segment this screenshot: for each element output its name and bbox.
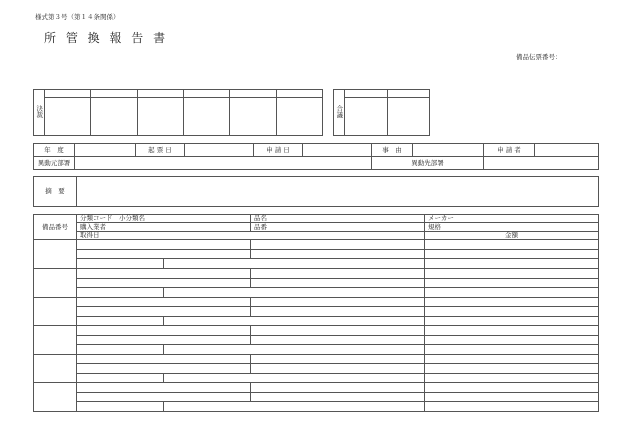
- amount-cell[interactable]: [425, 373, 599, 383]
- item-record-row: [34, 373, 599, 383]
- spec-cell[interactable]: [425, 364, 599, 374]
- spec-cell[interactable]: [425, 278, 599, 288]
- name-cell[interactable]: [251, 326, 425, 336]
- acquisition-date-cell[interactable]: [77, 259, 164, 269]
- stamp-header-cell: [230, 90, 276, 98]
- maker-cell[interactable]: [425, 240, 599, 250]
- spec-cell[interactable]: [425, 249, 599, 259]
- vendor-cell[interactable]: [77, 249, 251, 259]
- decision-label: 決裁: [35, 105, 44, 119]
- stamp-header-cell: [345, 90, 388, 98]
- item-record-row: [34, 383, 599, 393]
- consult-label-cell: [334, 90, 345, 136]
- part-number-cell[interactable]: [251, 335, 425, 345]
- stamp-header-cell: [91, 90, 137, 98]
- category-cell[interactable]: [77, 240, 251, 250]
- acquisition-date-cell[interactable]: [77, 288, 164, 298]
- amount-cell[interactable]: [425, 402, 599, 412]
- name-cell[interactable]: [251, 354, 425, 364]
- apply-date-label: 申 請 日: [254, 144, 303, 157]
- maker-header: メーカー: [425, 215, 599, 223]
- maker-cell[interactable]: [425, 354, 599, 364]
- blank-cell[interactable]: [164, 402, 425, 412]
- item-number-header: 備品番号: [34, 215, 77, 240]
- part-number-cell[interactable]: [251, 392, 425, 402]
- draft-date-field[interactable]: [185, 144, 254, 157]
- item-record-row: [34, 297, 599, 307]
- part-number-header: 品番: [251, 223, 425, 231]
- category-cell[interactable]: [77, 383, 251, 393]
- item-record-row: [34, 307, 599, 317]
- part-number-cell[interactable]: [251, 307, 425, 317]
- maker-cell[interactable]: [425, 297, 599, 307]
- slip-number-label: 備品伝票番号：: [516, 53, 562, 61]
- vendor-cell[interactable]: [77, 307, 251, 317]
- item-record-row: [34, 240, 599, 250]
- to-dept-field[interactable]: [484, 157, 599, 170]
- amount-cell[interactable]: [425, 345, 599, 355]
- applicant-label: 申 請 者: [484, 144, 535, 157]
- item-record-row: [34, 402, 599, 412]
- blank-cell[interactable]: [164, 259, 425, 269]
- stamp-cell[interactable]: [91, 98, 137, 136]
- name-cell[interactable]: [251, 240, 425, 250]
- amount-cell[interactable]: [425, 316, 599, 326]
- spec-cell[interactable]: [425, 392, 599, 402]
- item-number-cell[interactable]: [34, 326, 77, 355]
- name-cell[interactable]: [251, 269, 425, 279]
- item-number-cell[interactable]: [34, 240, 77, 269]
- vendor-cell[interactable]: [77, 335, 251, 345]
- item-record-row: [34, 392, 599, 402]
- part-number-cell[interactable]: [251, 278, 425, 288]
- stamp-cell[interactable]: [183, 98, 229, 136]
- consult-label: 合議: [335, 105, 344, 119]
- item-number-cell[interactable]: [34, 383, 77, 412]
- part-number-cell[interactable]: [251, 249, 425, 259]
- item-number-cell[interactable]: [34, 297, 77, 326]
- acquisition-date-header: 取得日: [77, 231, 425, 239]
- summary-table: [33, 176, 599, 207]
- summary-field[interactable]: [77, 177, 599, 207]
- category-cell[interactable]: [77, 326, 251, 336]
- form-number: 様式第３号（第１４条関係）: [35, 13, 120, 21]
- category-cell[interactable]: [77, 354, 251, 364]
- spec-header: 規格: [425, 223, 599, 231]
- year-label: 年 度: [34, 144, 75, 157]
- year-field[interactable]: [75, 144, 136, 157]
- stamp-cell[interactable]: [345, 98, 388, 136]
- amount-cell[interactable]: [425, 259, 599, 269]
- stamp-cell[interactable]: [387, 98, 430, 136]
- vendor-header: 購入業者: [77, 223, 251, 231]
- item-number-cell[interactable]: [34, 354, 77, 383]
- name-header: 品名: [251, 215, 425, 223]
- item-record-row: [34, 316, 599, 326]
- vendor-cell[interactable]: [77, 278, 251, 288]
- stamp-header-cell: [137, 90, 183, 98]
- from-dept-label: 異動元部署: [34, 157, 75, 170]
- applicant-field[interactable]: [535, 144, 599, 157]
- decision-label-cell: [34, 90, 45, 136]
- apply-date-field[interactable]: [303, 144, 372, 157]
- category-header: 分類コード 小分類名: [77, 215, 251, 223]
- amount-cell[interactable]: [425, 288, 599, 298]
- stamp-cell[interactable]: [230, 98, 276, 136]
- summary-label: 摘 要: [34, 177, 77, 207]
- acquisition-date-cell[interactable]: [77, 373, 164, 383]
- from-dept-field[interactable]: [75, 157, 372, 170]
- item-record-row: [34, 249, 599, 259]
- category-cell[interactable]: [77, 297, 251, 307]
- category-cell[interactable]: [77, 269, 251, 279]
- acquisition-date-cell[interactable]: [77, 402, 164, 412]
- item-record-row: [34, 269, 599, 279]
- blank-cell[interactable]: [164, 345, 425, 355]
- item-record-row: [34, 354, 599, 364]
- blank-cell[interactable]: [164, 373, 425, 383]
- acquisition-date-cell[interactable]: [77, 345, 164, 355]
- reason-field[interactable]: [413, 144, 484, 157]
- to-dept-label: 異動先部署: [372, 157, 484, 170]
- item-record-row: [34, 345, 599, 355]
- stamp-header-cell: [183, 90, 229, 98]
- info-table: [33, 143, 599, 170]
- items-table: [33, 214, 599, 412]
- acquisition-date-cell[interactable]: [77, 316, 164, 326]
- spec-cell[interactable]: [425, 335, 599, 345]
- item-record-row: [34, 335, 599, 345]
- stamp-header-cell: [276, 90, 322, 98]
- name-cell[interactable]: [251, 297, 425, 307]
- stamp-cell[interactable]: [137, 98, 183, 136]
- stamp-header-cell: [45, 90, 91, 98]
- blank-cell[interactable]: [164, 316, 425, 326]
- item-number-cell[interactable]: [34, 269, 77, 298]
- item-record-row: [34, 288, 599, 298]
- maker-cell[interactable]: [425, 269, 599, 279]
- vendor-cell[interactable]: [77, 392, 251, 402]
- item-record-row: [34, 326, 599, 336]
- stamp-cell[interactable]: [276, 98, 322, 136]
- item-record-row: [34, 364, 599, 374]
- maker-cell[interactable]: [425, 326, 599, 336]
- stamp-header-cell: [387, 90, 430, 98]
- page-title: 所 管 換 報 告 書: [44, 31, 169, 45]
- blank-cell[interactable]: [164, 288, 425, 298]
- name-cell[interactable]: [251, 383, 425, 393]
- item-record-row: [34, 278, 599, 288]
- consult-stamp-table: [333, 89, 430, 136]
- part-number-cell[interactable]: [251, 364, 425, 374]
- maker-cell[interactable]: [425, 383, 599, 393]
- decision-stamp-table: [33, 89, 323, 136]
- spec-cell[interactable]: [425, 307, 599, 317]
- amount-header: 金額: [425, 231, 599, 239]
- item-record-row: [34, 259, 599, 269]
- vendor-cell[interactable]: [77, 364, 251, 374]
- stamp-cell[interactable]: [45, 98, 91, 136]
- draft-date-label: 起 票 日: [136, 144, 185, 157]
- reason-label: 事 由: [372, 144, 413, 157]
